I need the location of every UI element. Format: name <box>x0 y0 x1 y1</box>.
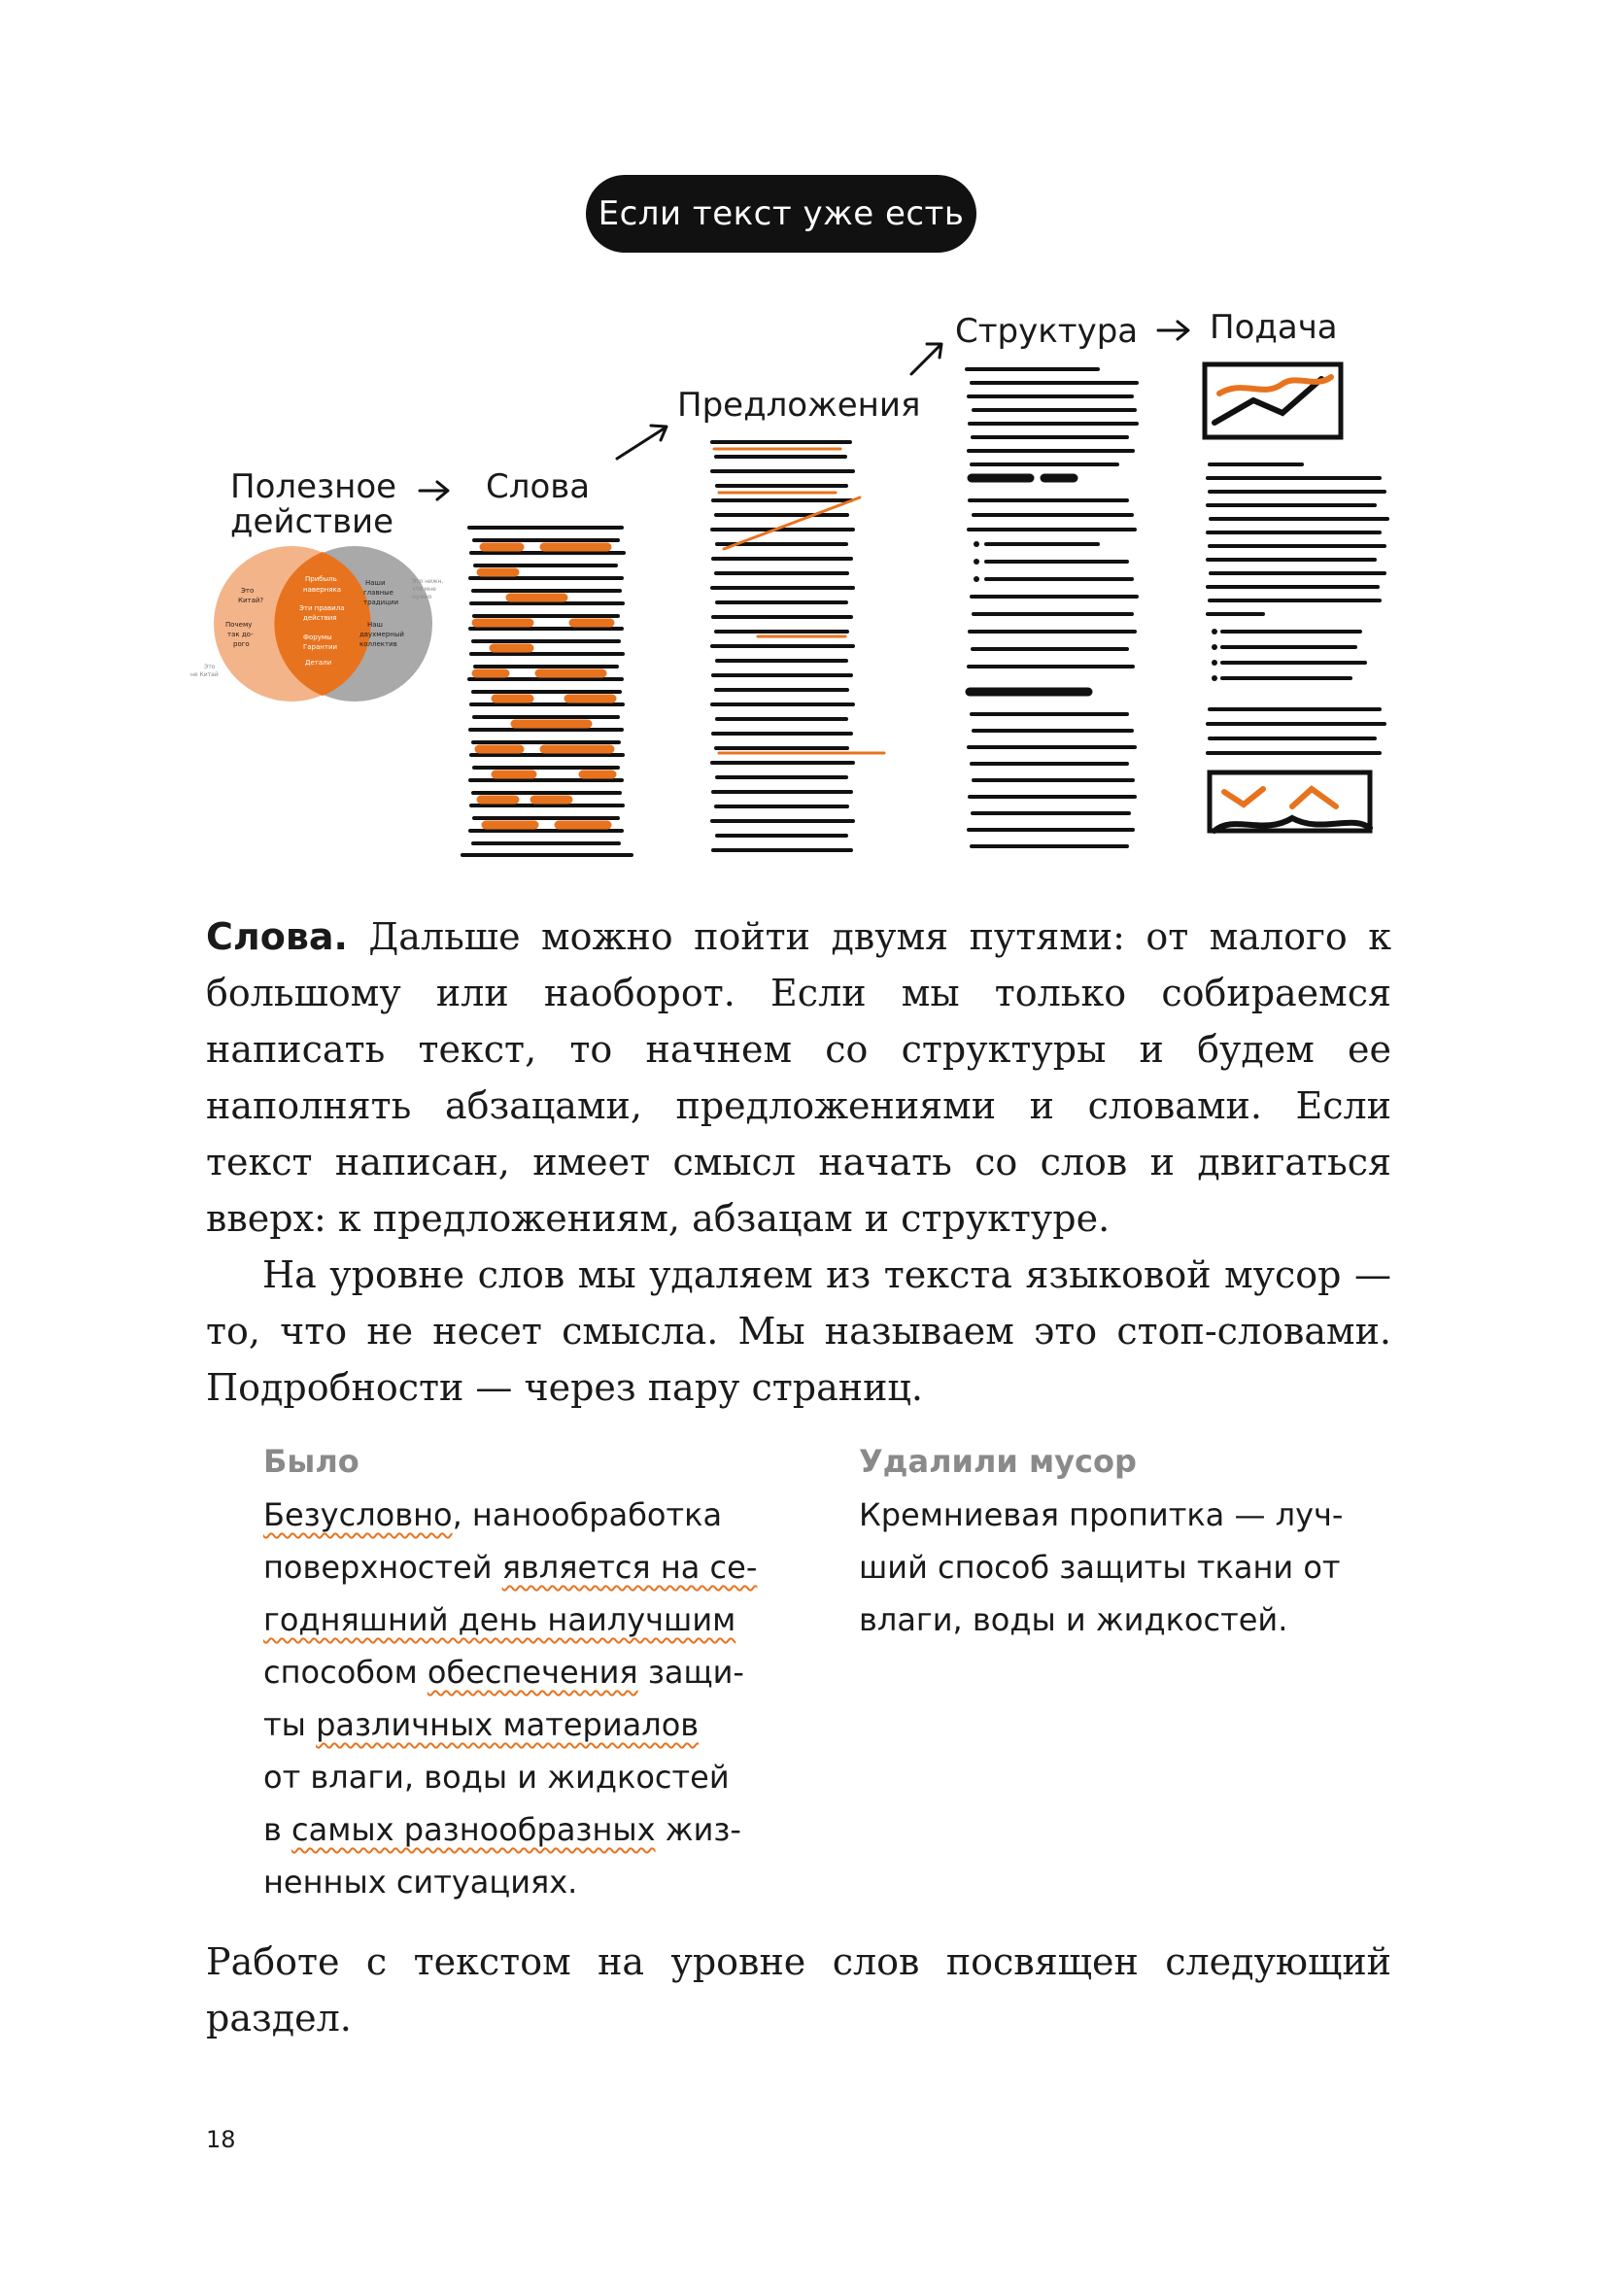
before-line <box>263 1541 788 1593</box>
plain-text: в <box>263 1811 292 1848</box>
presentation-column <box>1205 364 1387 831</box>
after-text <box>859 1489 1384 1646</box>
after-line: Кремниевая пропитка — луч- <box>859 1496 1344 1533</box>
section-heading: Если текст уже есть <box>586 175 976 253</box>
stop-word: обеспечения <box>427 1654 638 1691</box>
venn-right-3: традиции <box>363 599 399 606</box>
venn-note-2: что мне <box>412 586 436 593</box>
venn-left-4: так до- <box>227 631 254 638</box>
before-line <box>263 1698 788 1751</box>
venn-middle-1: Прибыль <box>305 575 337 583</box>
plain-text: ненных ситуациях. <box>263 1864 578 1901</box>
stage-label-useful-action-1: Полезное <box>230 467 397 506</box>
stage-label-words: Слова <box>486 467 591 506</box>
plain-text: поверхностей <box>263 1549 502 1586</box>
paragraph-stop-words: На уровне слов мы удаляем из текста языковой мусор — то, что не несет смысла. Мы называем это стоп-словами. Подробности — через пару страниц. <box>206 1253 1391 1409</box>
before-text <box>263 1489 788 1908</box>
venn-right-5: двухмерный <box>359 631 404 638</box>
venn-note-5: не Китай <box>190 671 219 678</box>
plain-text: защи- <box>637 1654 744 1691</box>
venn-middle-2: наверняка <box>303 586 342 594</box>
page-number: 18 <box>206 2126 236 2153</box>
stage-label-sentences: Предложения <box>677 386 921 425</box>
after-line: влаги, воды и жидкостей. <box>859 1601 1288 1638</box>
picture-icon <box>1210 772 1370 831</box>
plain-text: от влаги, воды и жидкостей <box>263 1759 730 1796</box>
plain-text: жиз- <box>655 1811 741 1848</box>
arrow-right-icon <box>420 482 448 499</box>
stop-word: самых разнообразных <box>291 1811 656 1848</box>
before-title: Было <box>263 1443 359 1480</box>
structure-column <box>967 369 1137 846</box>
venn-right-2: главные <box>363 589 393 597</box>
paragraph-next-section: Работе с текстом на уровне слов посвящен следующий раздел. <box>206 1940 1391 2039</box>
stage-label-presentation: Подача <box>1210 308 1338 347</box>
venn-note-3: нужно <box>412 594 432 600</box>
venn-middle-6: Гарантии <box>303 643 338 651</box>
before-line <box>263 1856 788 1908</box>
stage-label-useful-action-2: действие <box>230 502 394 541</box>
editing-stages-diagram <box>0 0 1607 874</box>
venn-left-3: Почему <box>225 621 253 629</box>
words-column <box>462 528 632 855</box>
venn-left-2: Китай? <box>238 597 264 604</box>
venn-note-4: Это <box>204 664 216 670</box>
picture-icon <box>1205 364 1341 437</box>
venn-middle-7: Детали <box>305 659 332 667</box>
venn-middle-4: действия <box>303 614 337 622</box>
stage-label-structure: Структура <box>955 312 1139 351</box>
venn-left-5: рого <box>233 640 250 648</box>
stop-word: является на се- <box>501 1549 758 1586</box>
plain-text: , нанообработка <box>452 1496 723 1533</box>
stop-word: годняшний день наилучшим <box>263 1601 736 1638</box>
arrow-up-right-icon <box>617 426 667 459</box>
after-title: Удалили мусор <box>859 1443 1137 1480</box>
plain-text: ты <box>263 1706 317 1743</box>
plain-text: способом <box>263 1654 427 1691</box>
before-line <box>263 1751 788 1803</box>
before-line <box>263 1489 788 1541</box>
venn-left-1: Это <box>241 587 255 595</box>
stop-word: различных материалов <box>316 1706 700 1743</box>
venn-note-1: Это нижн. <box>412 578 444 585</box>
arrow-right-icon <box>1158 322 1188 339</box>
venn-right-1: Наши <box>365 579 386 587</box>
paragraph-lead: Слова. <box>206 915 348 958</box>
after-line: ший способ защиты ткани от <box>859 1549 1341 1586</box>
venn-middle-5: Форумы <box>303 634 332 641</box>
stop-word: Безусловно <box>263 1496 453 1533</box>
before-line <box>263 1593 788 1646</box>
before-line <box>263 1646 788 1698</box>
after-example <box>859 1440 1384 1646</box>
venn-right-4: Наш <box>367 621 383 629</box>
arrow-up-right-icon <box>911 344 941 374</box>
venn-middle-3: Эти правила <box>299 604 345 612</box>
paragraph-words <box>206 908 1391 1247</box>
before-line <box>263 1803 788 1856</box>
venn-right-6: коллектив <box>359 640 397 648</box>
sentences-column <box>712 442 884 850</box>
before-example <box>263 1440 788 1908</box>
venn-diagram <box>190 546 443 702</box>
paragraph-words-text: Дальше можно пойти двумя путями: от малого к большому или наоборот. Если мы только собираемся написать текст, то начнем со структуры и будем ее наполнять абзацами, предложениями и словами. Если текст написан, имеет смысл начать со слов и двигаться вверх: к предложениям, абзацам и структуре. <box>206 915 1391 1240</box>
